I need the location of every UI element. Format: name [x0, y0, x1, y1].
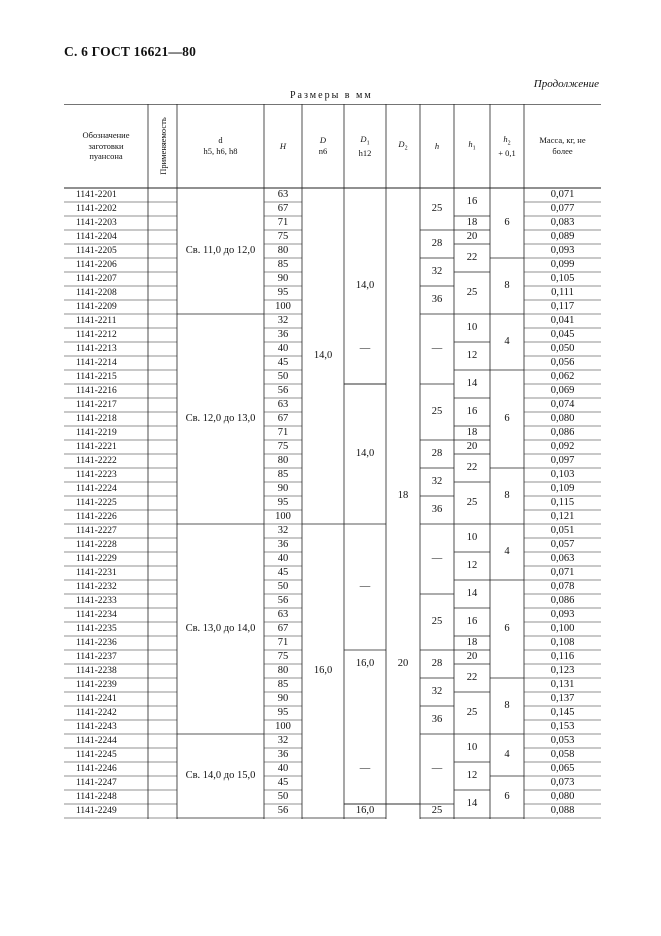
code-cell: 1141-2221 — [76, 441, 117, 452]
mass-cell: 0,117 — [550, 301, 575, 313]
code-cell: 1141-2246 — [76, 763, 117, 774]
height-cell: 85 — [277, 259, 289, 271]
h2-cell: 4 — [504, 749, 510, 761]
code-cell: 1141-2229 — [76, 553, 117, 564]
mass-cell: 0,111 — [551, 287, 574, 299]
height-cell: 56 — [277, 805, 289, 817]
h1-cell: 20 — [466, 651, 478, 663]
code-cell: 1141-2207 — [76, 273, 117, 284]
d-cell: 14,0 — [313, 350, 333, 362]
h-cell: — — [431, 553, 443, 565]
h-cell: 36 — [431, 294, 443, 306]
height-cell: 85 — [277, 469, 289, 481]
d1-cell: 14,0 — [355, 448, 375, 460]
h-cell: — — [431, 343, 443, 355]
mass-cell: 0,071 — [550, 189, 575, 201]
d2-cell: 20 — [397, 658, 409, 670]
height-cell: 67 — [277, 413, 289, 425]
height-cell: 56 — [277, 385, 289, 397]
d1-cell: 16,0 — [355, 658, 375, 670]
h2-cell: 6 — [504, 623, 510, 635]
mass-cell: 0,063 — [550, 553, 575, 565]
d1_dash-cell: — — [359, 343, 371, 355]
code-cell: 1141-2203 — [76, 217, 117, 228]
code-cell: 1141-2214 — [76, 357, 117, 368]
height-cell: 32 — [277, 315, 289, 327]
mass-cell: 0,050 — [550, 343, 575, 355]
height-cell: 71 — [277, 637, 289, 649]
code-cell: 1141-2245 — [76, 749, 117, 760]
h1-cell: 22 — [466, 462, 478, 474]
code-cell: 1141-2209 — [76, 301, 117, 312]
code-cell: 1141-2208 — [76, 287, 117, 298]
height-cell: 50 — [277, 581, 289, 593]
mass-cell: 0,121 — [550, 511, 575, 523]
mass-cell: 0,099 — [550, 259, 575, 271]
h1-cell: 10 — [466, 322, 478, 334]
col-header-D: D n6 — [318, 135, 328, 156]
h1-cell: 16 — [466, 406, 478, 418]
mass-cell: 0,057 — [550, 539, 575, 551]
h1-cell: 12 — [466, 350, 478, 362]
h-cell: 32 — [431, 686, 443, 698]
code-cell: 1141-2248 — [76, 791, 117, 802]
height-cell: 85 — [277, 679, 289, 691]
h1-cell: 25 — [466, 287, 478, 299]
height-cell: 71 — [277, 217, 289, 229]
code-cell: 1141-2212 — [76, 329, 117, 340]
mass-cell: 0,086 — [550, 427, 575, 439]
height-cell: 100 — [275, 721, 291, 733]
height-cell: 36 — [277, 329, 289, 341]
mass-cell: 0,093 — [550, 609, 575, 621]
h-cell: 28 — [431, 238, 443, 250]
mass-cell: 0,123 — [550, 665, 575, 677]
code-cell: 1141-2206 — [76, 259, 117, 270]
mass-cell: 0,108 — [550, 637, 575, 649]
code-cell: 1141-2241 — [76, 693, 117, 704]
mass-cell: 0,080 — [550, 791, 575, 803]
code-cell: 1141-2228 — [76, 539, 117, 550]
code-cell: 1141-2236 — [76, 637, 117, 648]
height-cell: 63 — [277, 609, 289, 621]
height-cell: 45 — [277, 777, 289, 789]
mass-cell: 0,088 — [550, 805, 575, 817]
code-cell: 1141-2232 — [76, 581, 117, 592]
h-cell: 25 — [431, 406, 443, 418]
code-cell: 1141-2243 — [76, 721, 117, 732]
d1-cell: 14,0 — [355, 280, 375, 292]
height-cell: 50 — [277, 791, 289, 803]
h1-cell: 16 — [466, 616, 478, 628]
h-cell: — — [431, 763, 443, 775]
h2-cell: 4 — [504, 336, 510, 348]
mass-cell: 0,073 — [550, 777, 575, 789]
height-cell: 100 — [275, 301, 291, 313]
col-header-D2: $D_2$ — [398, 138, 408, 152]
mass-cell: 0,092 — [550, 441, 575, 453]
code-cell: 1141-2226 — [76, 511, 117, 522]
code-cell: 1141-2218 — [76, 413, 117, 424]
height-cell: 90 — [277, 693, 289, 705]
d-cell: 16,0 — [313, 665, 333, 677]
height-cell: 71 — [277, 427, 289, 439]
h1-cell: 18 — [466, 217, 478, 229]
h1-cell: 14 — [466, 378, 478, 390]
mass-cell: 0,071 — [550, 567, 575, 579]
height-cell: 63 — [277, 189, 289, 201]
height-cell: 56 — [277, 595, 289, 607]
code-cell: 1141-2222 — [76, 455, 117, 466]
code-cell: 1141-2204 — [76, 231, 117, 242]
code-cell: 1141-2233 — [76, 595, 117, 606]
height-cell: 90 — [277, 483, 289, 495]
h-cell: 28 — [431, 658, 443, 670]
code-cell: 1141-2201 — [76, 189, 117, 200]
h1-cell: 20 — [466, 441, 478, 453]
mass-cell: 0,089 — [550, 231, 575, 243]
code-cell: 1141-2249 — [76, 805, 117, 816]
mass-cell: 0,074 — [550, 399, 575, 411]
h-cell: 25 — [431, 805, 443, 817]
code-cell: 1141-2215 — [76, 371, 117, 382]
h1-cell: 18 — [466, 427, 478, 439]
code-cell: 1141-2235 — [76, 623, 117, 634]
h1-cell: 25 — [466, 497, 478, 509]
h1-cell: 20 — [466, 231, 478, 243]
d-cell: Св. 11,0 до 12,0 — [185, 245, 256, 257]
mass-cell: 0,109 — [550, 483, 575, 495]
code-cell: 1141-2242 — [76, 707, 117, 718]
code-cell: 1141-2231 — [76, 567, 117, 578]
height-cell: 75 — [277, 441, 289, 453]
h1-cell: 22 — [466, 252, 478, 264]
code-cell: 1141-2225 — [76, 497, 117, 508]
code-cell: 1141-2202 — [76, 203, 117, 214]
h1-cell: 10 — [466, 742, 478, 754]
h2-cell: 4 — [504, 546, 510, 558]
mass-cell: 0,078 — [550, 581, 575, 593]
h1-cell: 12 — [466, 560, 478, 572]
mass-cell: 0,097 — [550, 455, 575, 467]
mass-cell: 0,045 — [550, 329, 575, 341]
code-cell: 1141-2216 — [76, 385, 117, 396]
d1-cell: 16,0 — [355, 805, 375, 817]
h1-cell: 10 — [466, 532, 478, 544]
d-cell: Св. 13,0 до 14,0 — [185, 623, 256, 635]
d2-cell: 18 — [397, 490, 409, 502]
height-cell: 100 — [275, 511, 291, 523]
h-cell: 32 — [431, 266, 443, 278]
code-cell: 1141-2205 — [76, 245, 117, 256]
height-cell: 95 — [277, 497, 289, 509]
height-cell: 67 — [277, 203, 289, 215]
continuation-label: Продолжение — [533, 78, 599, 90]
height-cell: 32 — [277, 525, 289, 537]
col-header-H: H — [279, 140, 287, 151]
h2-cell: 8 — [504, 280, 510, 292]
h2-cell: 6 — [504, 791, 510, 803]
h-cell: 32 — [431, 476, 443, 488]
code-cell: 1141-2247 — [76, 777, 117, 788]
d-cell: Св. 14,0 до 15,0 — [185, 770, 256, 782]
h-cell: 25 — [431, 616, 443, 628]
dimensions-caption: Размеры в мм — [290, 90, 373, 101]
h2-cell: 6 — [504, 413, 510, 425]
col-header-mass: Масса, кг, не более — [539, 135, 586, 156]
h-cell: 28 — [431, 448, 443, 460]
mass-cell: 0,145 — [550, 707, 575, 719]
code-cell: 1141-2223 — [76, 469, 117, 480]
code-cell: 1141-2217 — [76, 399, 117, 410]
col-header-applicability: Применяемость — [157, 117, 168, 175]
mass-cell: 0,065 — [550, 763, 575, 775]
mass-cell: 0,093 — [550, 245, 575, 257]
height-cell: 45 — [277, 567, 289, 579]
height-cell: 75 — [277, 651, 289, 663]
code-cell: 1141-2213 — [76, 343, 117, 354]
height-cell: 75 — [277, 231, 289, 243]
h1-cell: 25 — [466, 707, 478, 719]
mass-cell: 0,053 — [550, 735, 575, 747]
mass-cell: 0,100 — [550, 623, 575, 635]
mass-cell: 0,086 — [550, 595, 575, 607]
h-cell: 36 — [431, 714, 443, 726]
h1-cell: 22 — [466, 672, 478, 684]
mass-cell: 0,077 — [550, 203, 575, 215]
col-header-D1: $D_1$ h12 — [358, 133, 372, 158]
d-cell: Св. 12,0 до 13,0 — [185, 413, 256, 425]
code-cell: 1141-2211 — [76, 315, 117, 326]
mass-cell: 0,051 — [550, 525, 575, 537]
h2-cell: 6 — [504, 217, 510, 229]
d1_dash-cell: — — [359, 581, 371, 593]
mass-cell: 0,056 — [550, 357, 575, 369]
h1-cell: 18 — [466, 637, 478, 649]
h1-cell: 12 — [466, 770, 478, 782]
mass-cell: 0,116 — [550, 651, 575, 663]
h1-cell: 14 — [466, 588, 478, 600]
code-cell: 1141-2238 — [76, 665, 117, 676]
height-cell: 50 — [277, 371, 289, 383]
h2-cell: 8 — [504, 700, 510, 712]
d1_dash-cell: — — [359, 763, 371, 775]
mass-cell: 0,103 — [550, 469, 575, 481]
h-cell: 25 — [431, 203, 443, 215]
height-cell: 95 — [277, 707, 289, 719]
code-cell: 1141-2227 — [76, 525, 117, 536]
code-cell: 1141-2244 — [76, 735, 117, 746]
mass-cell: 0,131 — [550, 679, 575, 691]
height-cell: 36 — [277, 749, 289, 761]
h1-cell: 14 — [466, 798, 478, 810]
h-cell: 36 — [431, 504, 443, 516]
mass-cell: 0,137 — [550, 693, 575, 705]
col-header-h: h — [434, 140, 440, 151]
h1-cell: 16 — [466, 196, 478, 208]
height-cell: 40 — [277, 763, 289, 775]
mass-cell: 0,105 — [550, 273, 575, 285]
height-cell: 80 — [277, 665, 289, 677]
h2-cell: 8 — [504, 490, 510, 502]
height-cell: 80 — [277, 455, 289, 467]
col-header-d: d h5, h6, h8 — [203, 135, 238, 156]
height-cell: 95 — [277, 287, 289, 299]
height-cell: 36 — [277, 539, 289, 551]
code-cell: 1141-2224 — [76, 483, 117, 494]
height-cell: 80 — [277, 245, 289, 257]
code-cell: 1141-2234 — [76, 609, 117, 620]
height-cell: 45 — [277, 357, 289, 369]
col-header-code: Обозначение заготовки пуансона — [82, 130, 130, 162]
mass-cell: 0,058 — [550, 749, 575, 761]
mass-cell: 0,041 — [550, 315, 575, 327]
col-header-h1: $h_1$ — [468, 138, 476, 152]
height-cell: 63 — [277, 399, 289, 411]
mass-cell: 0,083 — [550, 217, 575, 229]
height-cell: 40 — [277, 553, 289, 565]
code-cell: 1141-2237 — [76, 651, 117, 662]
mass-cell: 0,115 — [550, 497, 575, 509]
page-header: С. 6 ГОСТ 16621—80 — [64, 44, 197, 59]
dimensions-table — [64, 104, 601, 819]
height-cell: 90 — [277, 273, 289, 285]
code-cell: 1141-2239 — [76, 679, 117, 690]
mass-cell: 0,069 — [550, 385, 575, 397]
height-cell: 32 — [277, 735, 289, 747]
code-cell: 1141-2219 — [76, 427, 117, 438]
mass-cell: 0,153 — [550, 721, 575, 733]
height-cell: 67 — [277, 623, 289, 635]
mass-cell: 0,080 — [550, 413, 575, 425]
height-cell: 40 — [277, 343, 289, 355]
mass-cell: 0,062 — [550, 371, 575, 383]
col-header-h2: $h_2$ + 0,1 — [498, 133, 516, 158]
